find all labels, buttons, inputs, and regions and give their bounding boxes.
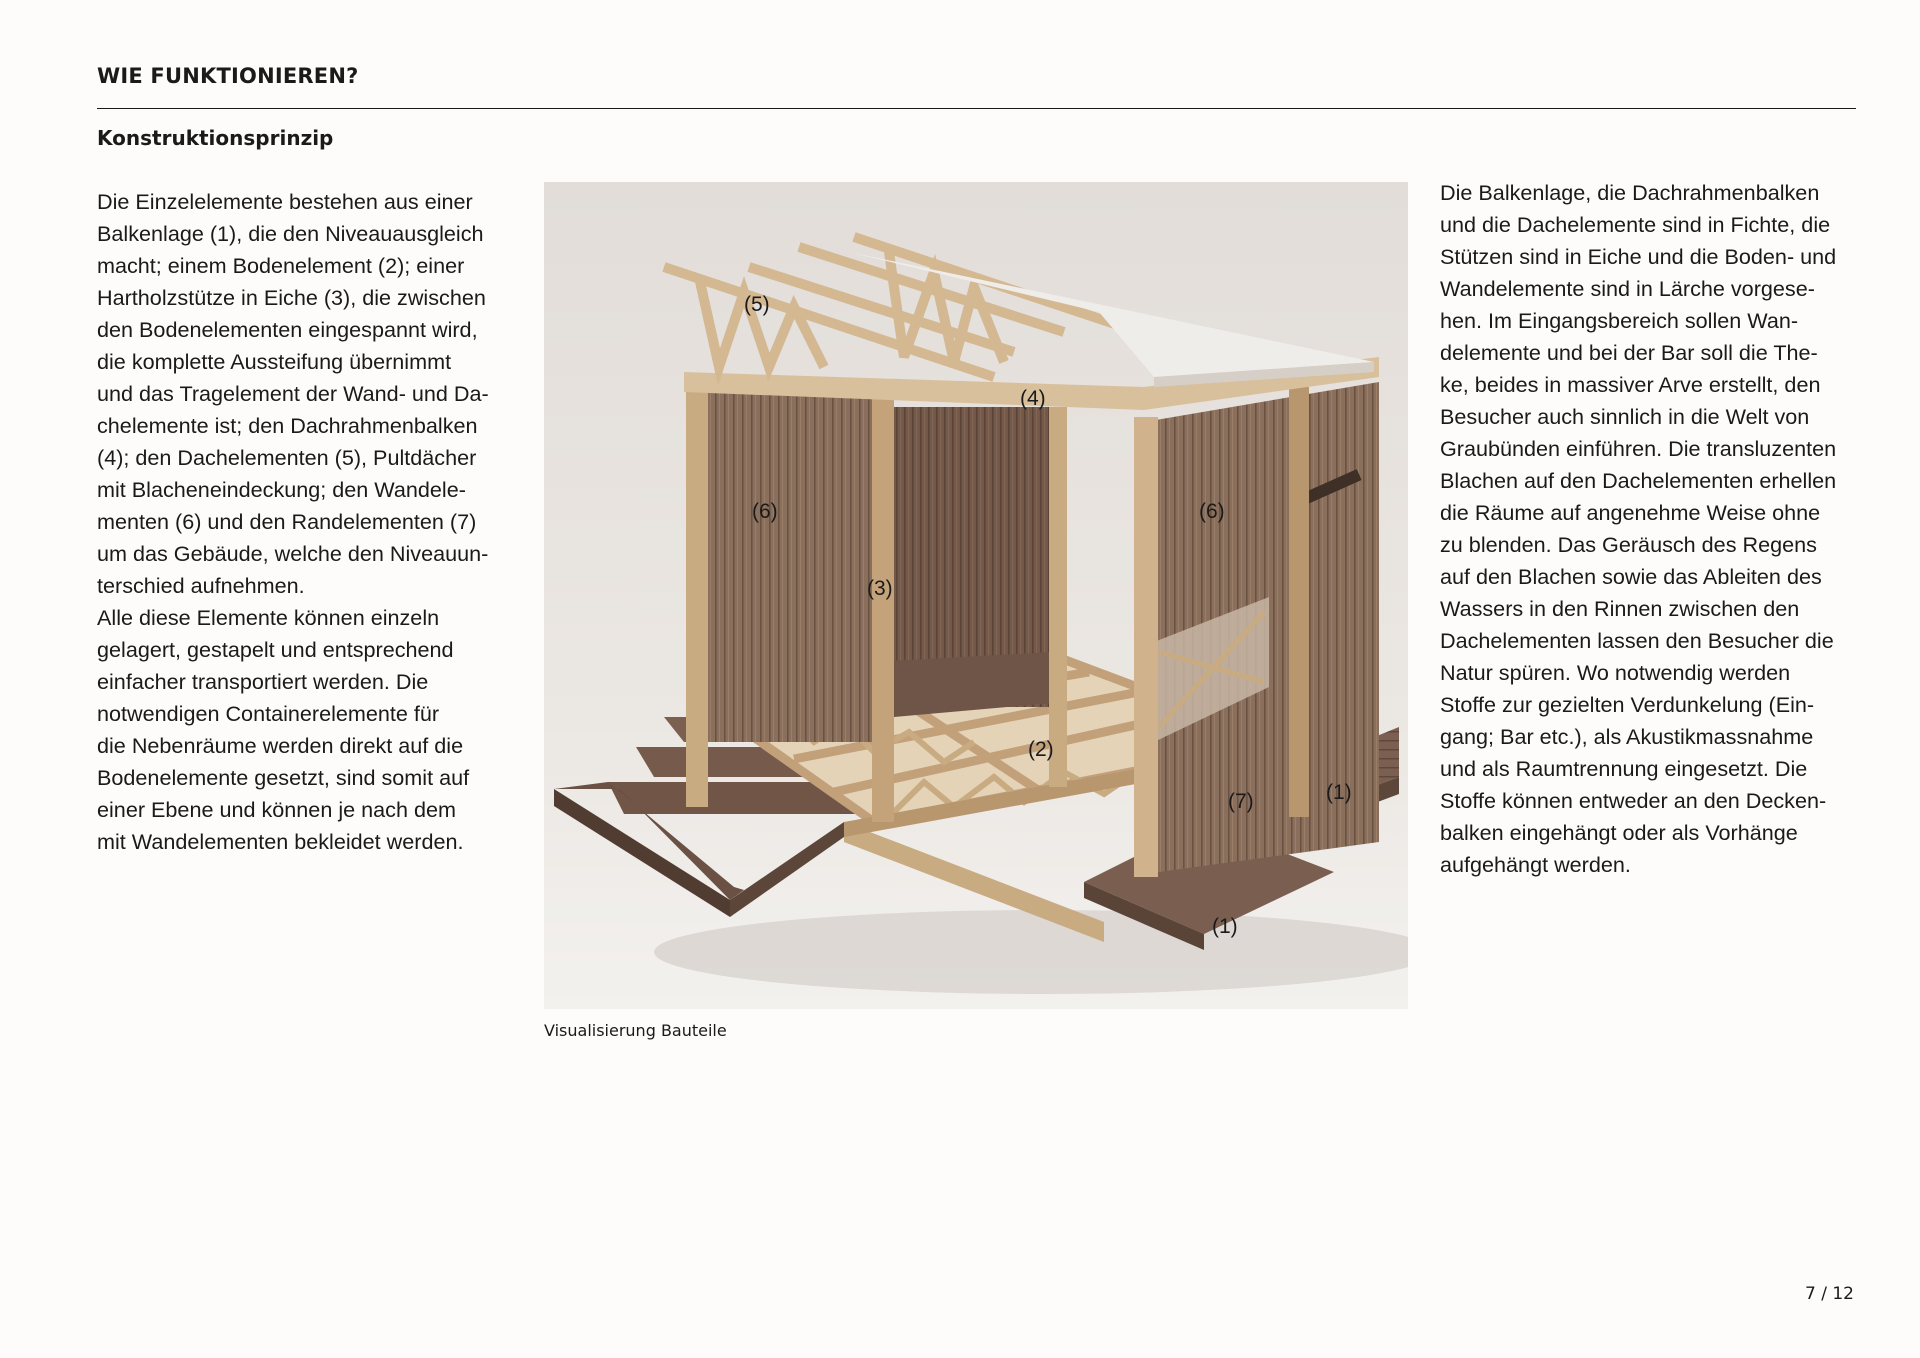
text-line: Wassers in den Rinnen zwischen den xyxy=(1440,596,1800,621)
text-line: Bodenelemente gesetzt, sind somit auf xyxy=(97,765,470,790)
text-line: den Bodenelementen eingespannt wird, xyxy=(97,317,478,342)
text-line: delemente und bei der Bar soll die The- xyxy=(1440,340,1818,365)
text-line: die Nebenräume werden direkt auf die xyxy=(97,733,464,758)
text-line: zu blenden. Das Geräusch des Regens xyxy=(1440,532,1817,557)
label-wall-element-left: (6) xyxy=(752,500,778,523)
text-line: chelemente ist; den Dachrahmenbalken xyxy=(97,413,478,438)
text-line: und als Raumtrennung eingesetzt. Die xyxy=(1440,756,1808,781)
label-roof-frame-beam: (4) xyxy=(1020,387,1046,410)
text-line: balken eingehängt oder als Vorhänge xyxy=(1440,820,1798,845)
label-edge-element: (7) xyxy=(1228,790,1254,813)
label-floor-element: (2) xyxy=(1028,738,1054,761)
label-beam-layer-front: (1) xyxy=(1212,915,1238,938)
text-line: macht; einem Bodenelement (2); einer xyxy=(97,253,465,278)
text-line: um das Gebäude, welche den Niveauun- xyxy=(97,541,489,566)
text-line: Hartholzstütze in Eiche (3), die zwischen xyxy=(97,285,486,310)
label-wall-element-right: (6) xyxy=(1199,500,1225,523)
hardwood-post xyxy=(872,397,894,822)
subtitle: Konstruktionsprinzip xyxy=(97,126,334,150)
text-line: Natur spüren. Wo notwendig werden xyxy=(1440,660,1791,685)
text-line: hen. Im Eingangsbereich sollen Wan- xyxy=(1440,308,1799,333)
text-line: die Räume auf angenehme Weise ohne xyxy=(1440,500,1821,525)
text-line: Wandelemente sind in Lärche vorgese- xyxy=(1440,276,1815,301)
text-line: auf den Blachen sowie das Ableiten des xyxy=(1440,564,1822,589)
figure-caption: Visualisierung Bauteile xyxy=(544,1021,727,1040)
back-wall-left xyxy=(694,392,874,742)
text-line: mit Blacheneindeckung; den Wandele- xyxy=(97,477,466,502)
text-line: mit Wandelementen bekleidet werden. xyxy=(97,829,464,854)
label-roof-elements: (5) xyxy=(744,293,770,316)
text-line: Alle diese Elemente können einzeln xyxy=(97,605,440,630)
pavilion-illustration xyxy=(544,182,1408,1009)
text-line: (4); den Dachelementen (5), Pultdächer xyxy=(97,445,477,470)
text-line: Graubünden einführen. Die transluzenten xyxy=(1440,436,1837,461)
text-line: einer Ebene und können je nach dem xyxy=(97,797,456,822)
page-number: 7 / 12 xyxy=(1805,1284,1854,1304)
text-line: und das Tragelement der Wand- und Da- xyxy=(97,381,489,406)
left-text-column xyxy=(97,186,527,858)
text-line: menten (6) und den Randelementen (7) xyxy=(97,509,477,534)
text-line: terschied aufnehmen. xyxy=(97,573,305,598)
text-line: Stoffe können entweder an den Decken- xyxy=(1440,788,1827,813)
text-line: aufgehängt werden. xyxy=(1440,852,1631,877)
text-line: Dachelementen lassen den Besucher die xyxy=(1440,628,1834,653)
post-right xyxy=(1289,387,1309,817)
label-beam-layer-right: (1) xyxy=(1326,781,1352,804)
text-line: Blachen auf den Dachelementen erhellen xyxy=(1440,468,1837,493)
post-middle xyxy=(1049,407,1067,787)
text-line: und die Dachelemente sind in Fichte, die xyxy=(1440,212,1831,237)
corner-post-left xyxy=(686,387,708,807)
header-divider xyxy=(97,108,1856,109)
text-line: Balkenlage (1), die den Niveauausgleich xyxy=(97,221,484,246)
text-line: Besucher auch sinnlich in die Welt von xyxy=(1440,404,1810,429)
label-hardwood-post: (3) xyxy=(867,577,893,600)
text-line: ke, beides in massiver Arve erstellt, den xyxy=(1440,372,1821,397)
text-line: Stützen sind in Eiche und die Boden- und xyxy=(1440,244,1837,269)
text-line: gelagert, gestapelt und entsprechend xyxy=(97,637,454,662)
text-line: Die Einzelelemente bestehen aus einer xyxy=(97,189,473,214)
text-line: gang; Bar etc.), als Akustikmassnahme xyxy=(1440,724,1814,749)
post-front-right xyxy=(1134,417,1158,877)
ground-shadow xyxy=(654,910,1408,994)
text-line: einfacher transportiert werden. Die xyxy=(97,669,429,694)
text-line: notwendigen Containerelemente für xyxy=(97,701,440,726)
text-line: Die Balkenlage, die Dachrahmenbalken xyxy=(1440,180,1820,205)
text-line: Stoffe zur gezielten Verdunkelung (Ein- xyxy=(1440,692,1815,717)
section-title: WIE FUNKTIONIEREN? xyxy=(97,64,359,88)
right-text-column xyxy=(1440,177,1890,881)
construction-visualisation xyxy=(544,182,1408,1009)
text-line: die komplette Aussteifung übernimmt xyxy=(97,349,452,374)
